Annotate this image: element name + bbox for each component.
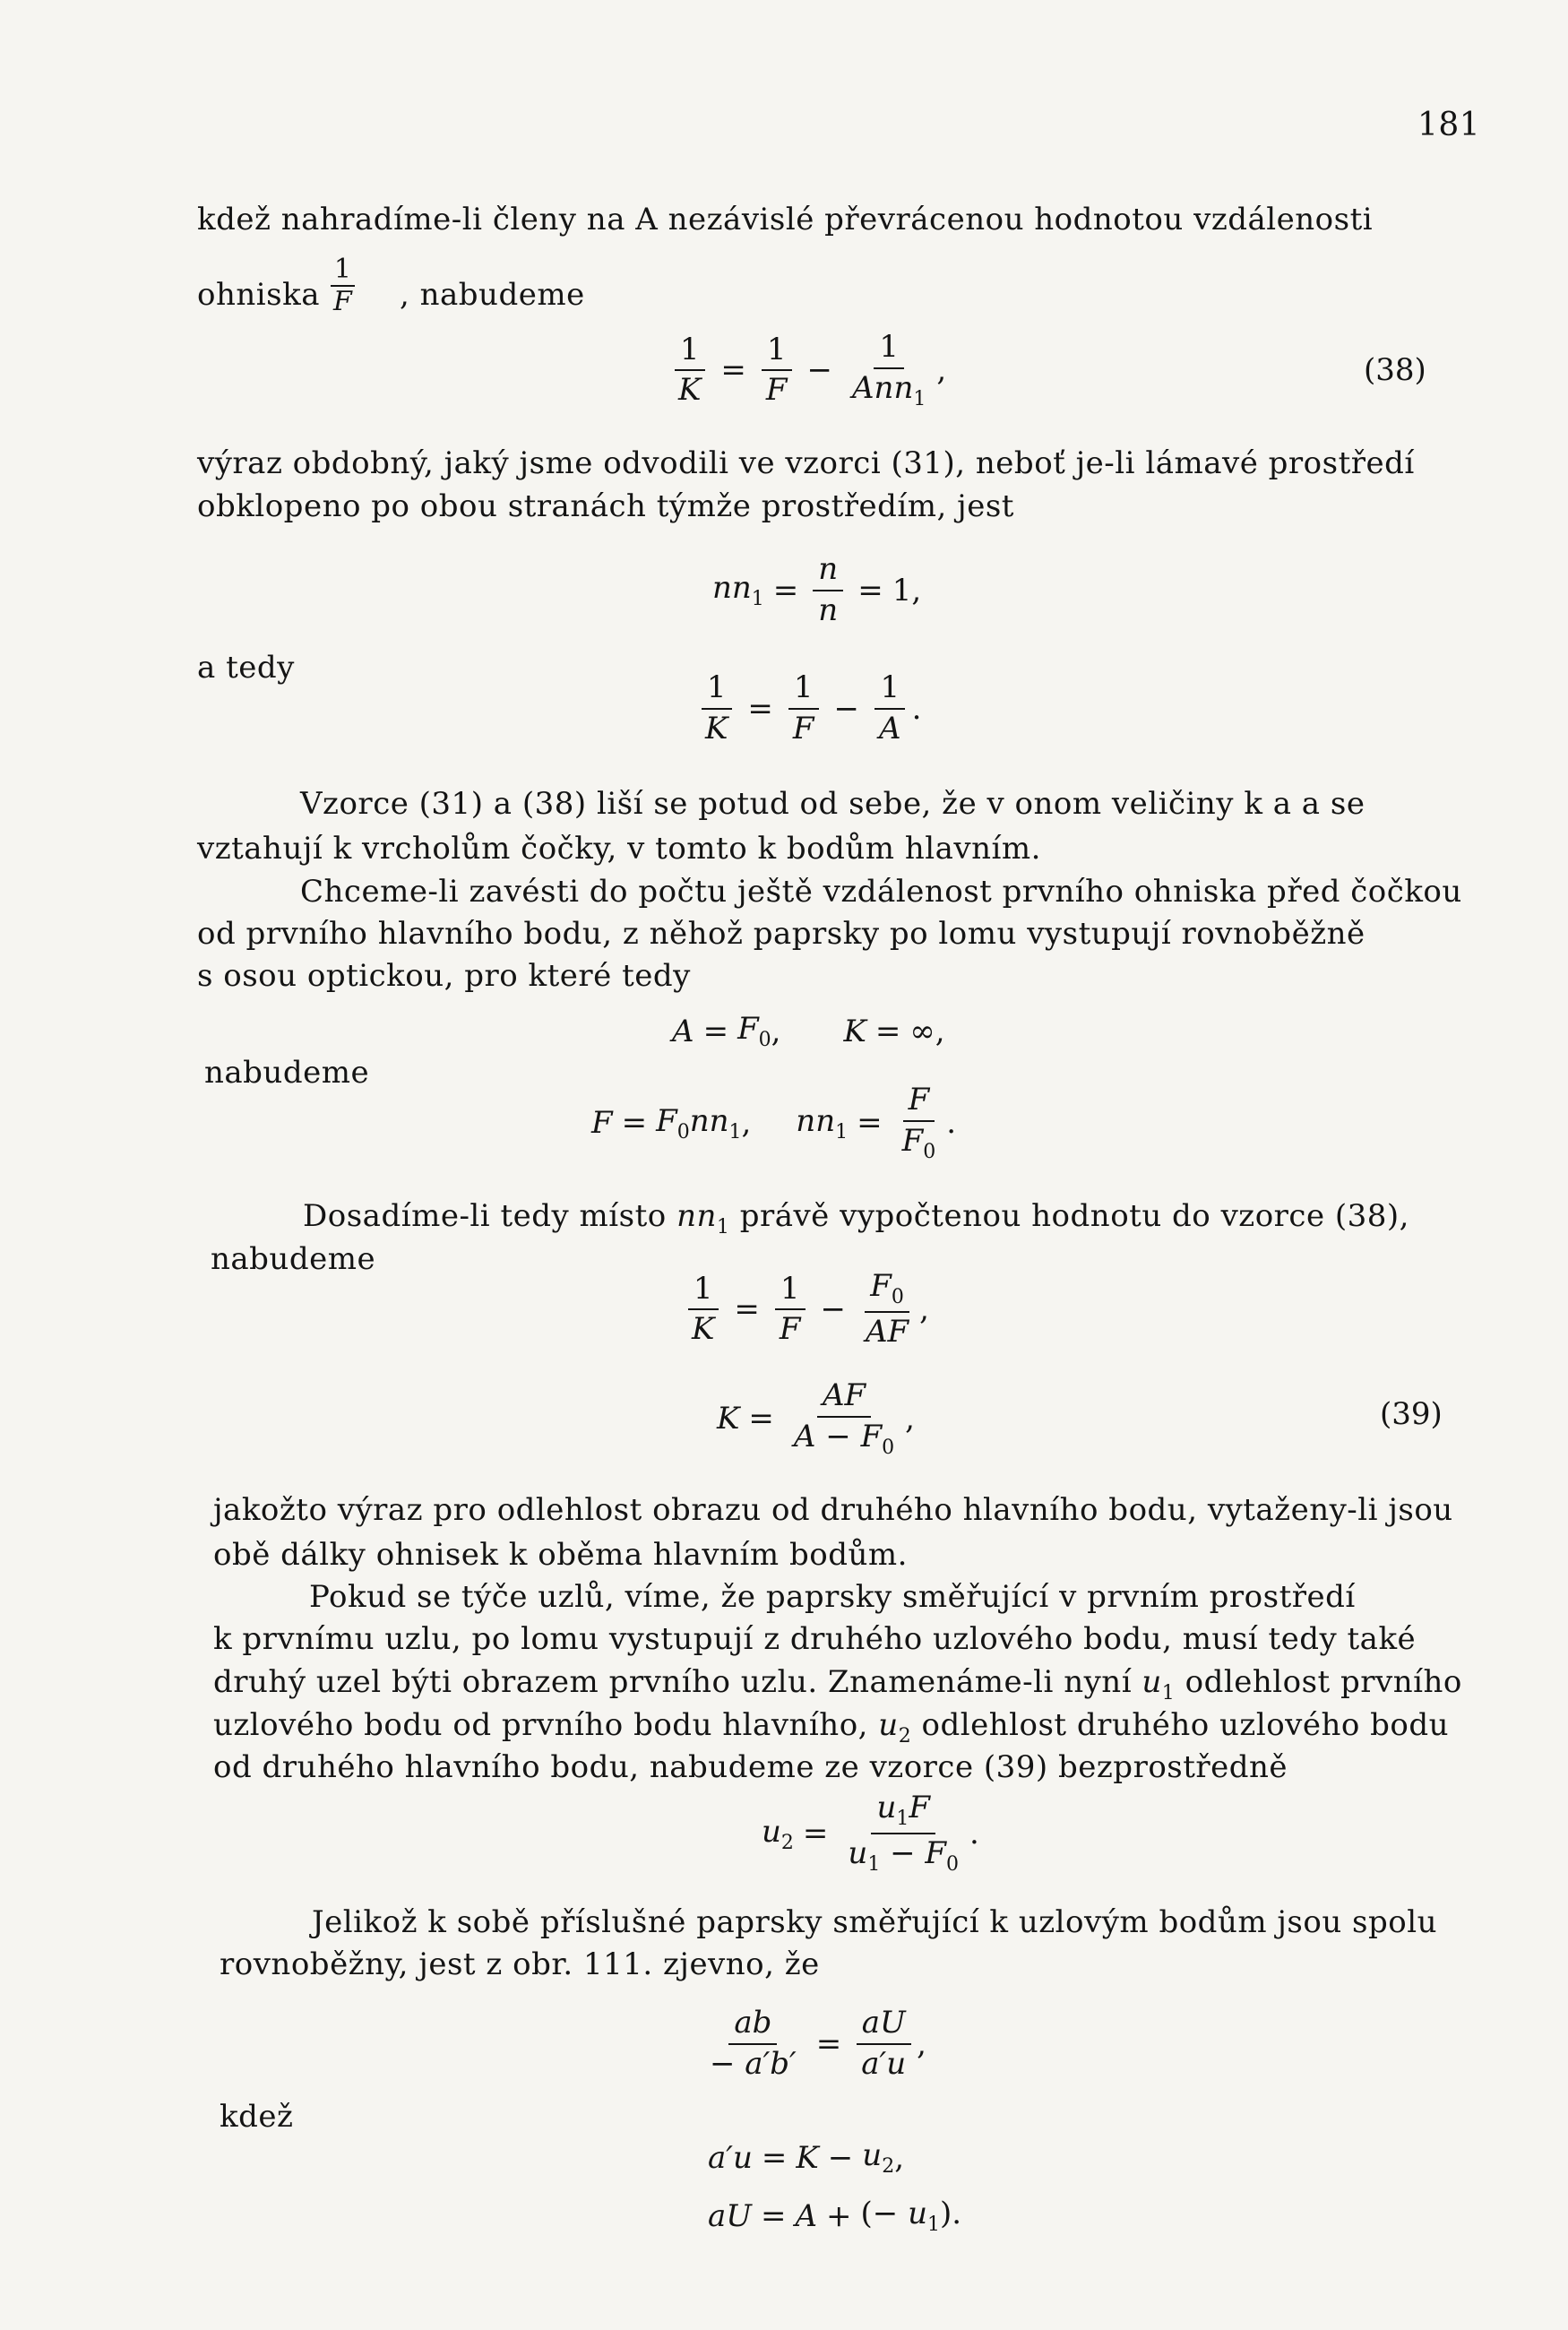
text-line: Pokud se týče uzlů, víme, že paprsky směřující v prvním prostředí: [309, 1579, 1356, 1615]
text-line: uzlového bodu od prvního bodu hlavního, $u_2$ odlehlost druhého uzlového bodu: [213, 1707, 1450, 1748]
text-fragment: Dosadíme-li tedy místo: [303, 1198, 667, 1234]
text-line: Chceme-li zavésti do počtu ještě vzdálenost prvního ohniska před čočkou: [300, 874, 1462, 910]
equation-a-u: a′u = K − $u_2$ ,: [708, 2137, 905, 2178]
equation-K-inverse: $\frac{1}{K}$ = $\frac{1}{F}$ − $\frac{F_0}{AF}$ ,: [681, 1271, 929, 1349]
text-line: vztahují k vrcholům čočky, v tomto k bodům hlavním.: [197, 831, 1041, 867]
text-line: nabudeme: [204, 1055, 370, 1091]
equation-38: $\frac{1}{K}$ = $\frac{1}{F}$ − $\frac{1}{Ann_1}$ ,: [668, 332, 946, 410]
text-line: výraz obdobný, jaký jsme odvodili ve vzorci (31), neboť je-li lámavé prostředí: [197, 445, 1415, 481]
text-line: obě dálky ohnisek k oběma hlavním bodům.: [213, 1537, 908, 1573]
text-fragment: , nabudeme: [400, 277, 585, 313]
text-line: s osou optickou, pro které tedy: [197, 958, 691, 994]
text-fragment: odlehlost druhého uzlového bodu: [921, 1707, 1450, 1743]
equation-nn1: $nn_1$ = $\frac{n}{n}$ = 1,: [712, 551, 922, 628]
text-line: a tedy: [197, 650, 295, 686]
equation-39: K = $\frac{AF}{A - F_0}$ ,: [717, 1377, 915, 1459]
text-fragment: uzlového bodu od prvního bodu hlavního,: [213, 1707, 868, 1743]
equation-number: (38): [1364, 352, 1426, 388]
text-line: od druhého hlavního bodu, nabudeme ze vzorce (39) bezprostředně: [213, 1749, 1288, 1785]
text-fragment: ohniska: [197, 277, 320, 313]
text-line: k prvnímu uzlu, po lomu vystupují z druhého uzlového bodu, musí tedy také: [213, 1621, 1417, 1657]
text-line: rovnoběžny, jest z obr. 111. zjevno, že: [220, 1946, 820, 1982]
text-fragment: odlehlost prvního: [1185, 1664, 1462, 1700]
text-fragment: druhý uzel býti obrazem prvního uzlu. Znamenáme-li nyní: [213, 1664, 1133, 1700]
text-line: obklopeno po obou stranách týmže prostředím, jest: [197, 488, 1014, 524]
text-line: [197, 277, 320, 313]
equation-ratio: $\frac{ab}{- a'b'}$ = $\frac{aU}{a'u}$ ,: [710, 2005, 926, 2082]
equation-number: (39): [1380, 1396, 1443, 1432]
text-line: nabudeme: [211, 1241, 376, 1277]
equation-A-K: A = $F_0$ , K = ∞,: [672, 1011, 945, 1051]
text-line: Jelikož k sobě příslušné paprsky směřující k uzlovým bodům jsou spolu: [312, 1904, 1438, 1940]
text-line: jakožto výraz pro odlehlost obrazu od druhého hlavního bodu, vytaženy-li jsou: [213, 1492, 1453, 1528]
equation-lens: $\frac{1}{K}$ = $\frac{1}{F}$ − $\frac{1}{A}$ .: [694, 672, 921, 745]
equation-a-U: aU = A + (− $u_1$).: [708, 2196, 962, 2236]
text-line: kdež nahradíme-li členy na A nezávislé převrácenou hodnotou vzdálenosti: [197, 202, 1374, 237]
page-number: 181: [1417, 107, 1481, 143]
equation-u2: $u_2$ = $\frac{u_1F}{u_1 - F_0}$ .: [762, 1790, 979, 1877]
text-line: druhý uzel býti obrazem prvního uzlu. Znamenáme-li nyní $u_1$ odlehlost prvního: [213, 1664, 1462, 1704]
text-line: Vzorce (31) a (38) liší se potud od sebe, že v onom veličiny k a a se: [300, 786, 1366, 822]
text-fragment: právě vypočtenou hodnotu do vzorce (38),: [739, 1198, 1409, 1234]
inline-fraction-1-over-F: $\frac{1}{F}$: [324, 256, 361, 315]
text-line: Dosadíme-li tedy místo $nn_1$ právě vypočtenou hodnotu do vzorce (38),: [303, 1198, 1409, 1238]
equation-F: F = $F_0nn_1$ , $nn_1$ = $\frac{F}{F_0}$ .: [591, 1082, 956, 1163]
text-line: kdež: [220, 2099, 294, 2135]
text-line: od prvního hlavního bodu, z něhož paprsky po lomu vystupují rovnoběžně: [197, 916, 1366, 952]
